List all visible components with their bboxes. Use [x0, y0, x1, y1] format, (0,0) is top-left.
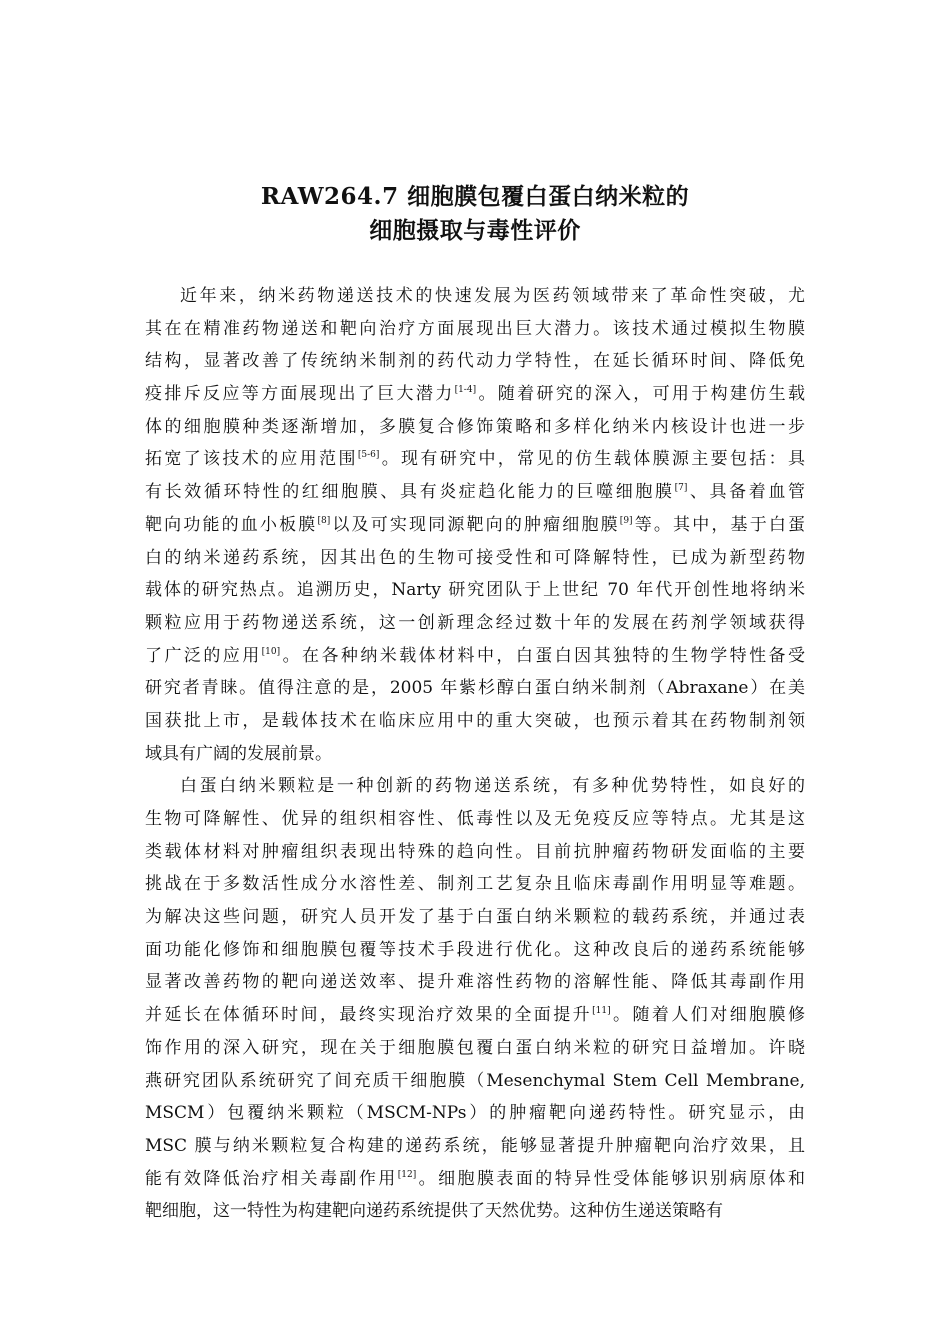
text-line: MSC 膜与纳米颗粒复合构建的递药系统，能够显著提升肿瘤靶向治疗效果，且 — [145, 1135, 805, 1156]
text-segment: 并延长在体循环时间，最终实现治疗效果的全面提升 — [145, 1005, 593, 1026]
text-line: 生物可降解性、优异的组织相容性、低毒性以及无免疫反应等特点。尤其是这 — [145, 809, 805, 829]
text-line: 面功能化修饰和细胞膜包覆等技术手段进行优化。这种改良后的递药系统能够 — [145, 939, 805, 960]
text-segment: 。在各种纳米载体材料中，白蛋白因其独特的生物学特性备受 — [280, 645, 805, 666]
text-segment: 。随着人们对细胞膜修 — [610, 1005, 805, 1026]
text-line: 域具有广阔的发展前景。 — [145, 743, 332, 764]
citation-ref: [5-6] — [357, 450, 380, 461]
text-segment: 。细胞膜表面的特异性受体能够识别病原体和 — [416, 1168, 805, 1189]
text-line — [145, 1163, 805, 1196]
paragraph-2 — [145, 770, 805, 1228]
paper-title — [145, 180, 805, 248]
text-line — [145, 443, 805, 476]
text-line — [145, 476, 805, 509]
text-line: 研究者青睐。值得注意的是，2005 年紫杉醇白蛋白纳米制剂（Abraxane）在美 — [145, 678, 805, 699]
citation-ref: [9] — [619, 515, 633, 526]
text-segment: 有长效循环特性的红细胞膜、具有炎症趋化能力的巨噬细胞膜 — [145, 482, 675, 503]
text-line: 挑战在于多数活性成分水溶性差、制剂工艺复杂且临床毒副作用明显等难题。 — [145, 874, 805, 895]
text-segment: 了广泛的应用 — [145, 645, 262, 666]
title-line-2: 细胞摄取与毒性评价 — [369, 217, 581, 244]
text-line: 近年来，纳米药物递送技术的快速发展为医药领域带来了革命性突破，尤 — [180, 286, 805, 306]
text-line: 类载体材料对肿瘤组织表现出特殊的趋向性。目前抗肿瘤药物研发面临的主要 — [145, 841, 805, 862]
text-segment: 靶向功能的血小板膜 — [145, 514, 318, 535]
citation-ref: [12] — [397, 1169, 417, 1180]
text-line — [145, 999, 805, 1032]
text-segment: 能有效降低治疗相关毒副作用 — [145, 1168, 398, 1189]
text-line — [145, 509, 805, 542]
text-segment: 拓宽了该技术的应用范围 — [145, 449, 358, 470]
text-segment: 等。其中，基于白蛋 — [632, 514, 805, 535]
citation-ref: [8] — [317, 515, 331, 526]
text-line: 国获批上市，是载体技术在临床应用中的重大突破，也预示着其在药物制剂领 — [145, 710, 805, 731]
text-segment: 。现有研究中，常见的仿生载体膜源主要包括：具 — [379, 449, 805, 470]
text-segment: 以及可实现同源靶向的肿瘤细胞膜 — [330, 514, 620, 535]
text-line: 载体的研究热点。追溯历史，Narty 研究团队于上世纪 70 年代开创性地将纳米 — [145, 580, 805, 601]
text-line — [145, 378, 805, 411]
text-line: 颗粒应用于药物递送系统，这一创新理念经过数十年的发展在药剂学领域获得 — [145, 612, 805, 633]
citation-ref: [10] — [261, 646, 281, 657]
text-line: MSCM）包覆纳米颗粒（MSCM-NPs）的肿瘤靶向递药特性。研究显示，由 — [145, 1103, 805, 1124]
text-line: 白蛋白纳米颗粒是一种创新的药物递送系统，有多种优势特性，如良好的 — [180, 776, 805, 797]
text-line: 其在在精准药物递送和靶向治疗方面展现出巨大潜力。该技术通过模拟生物膜 — [145, 318, 805, 339]
text-line: 体的细胞膜种类逐渐增加，多膜复合修饰策略和多样化纳米内核设计也进一步 — [145, 416, 805, 437]
citation-ref: [1-4] — [454, 385, 477, 396]
text-line: 靶细胞，这一特性为构建靶向递药系统提供了天然优势。这种仿生递送策略有 — [145, 1201, 723, 1222]
title-line-1: RAW264.7 细胞膜包覆白蛋白纳米粒的 — [260, 183, 690, 210]
text-line: 饰作用的深入研究，现在关于细胞膜包覆白蛋白纳米粒的研究日益增加。许晓 — [145, 1037, 805, 1058]
text-line: 显著改善药物的靶向递送效率、提升难溶性药物的溶解性能、降低其毒副作用 — [145, 972, 805, 993]
text-segment: 疫排斥反应等方面展现出了巨大潜力 — [145, 384, 455, 405]
text-segment: 、具备着血管 — [687, 482, 805, 503]
text-segment: 。随着研究的深入，可用于构建仿生载 — [476, 384, 805, 405]
citation-ref: [11] — [592, 1006, 611, 1017]
citation-ref: [7] — [674, 483, 688, 494]
text-line — [145, 640, 805, 673]
body-text — [145, 280, 805, 1228]
text-line: 白的纳米递药系统，因其出色的生物可接受性和可降解特性，已成为新型药物 — [145, 547, 805, 568]
text-line: 结构，显著改善了传统纳米制剂的药代动力学特性，在延长循环时间、降低免 — [145, 351, 805, 372]
text-line: 为解决这些问题，研究人员开发了基于白蛋白纳米颗粒的载药系统，并通过表 — [145, 907, 805, 928]
paragraph-1 — [145, 280, 805, 770]
text-line: 燕研究团队系统研究了间充质干细胞膜（Mesenchymal Stem Cell Membrane, — [145, 1070, 805, 1091]
